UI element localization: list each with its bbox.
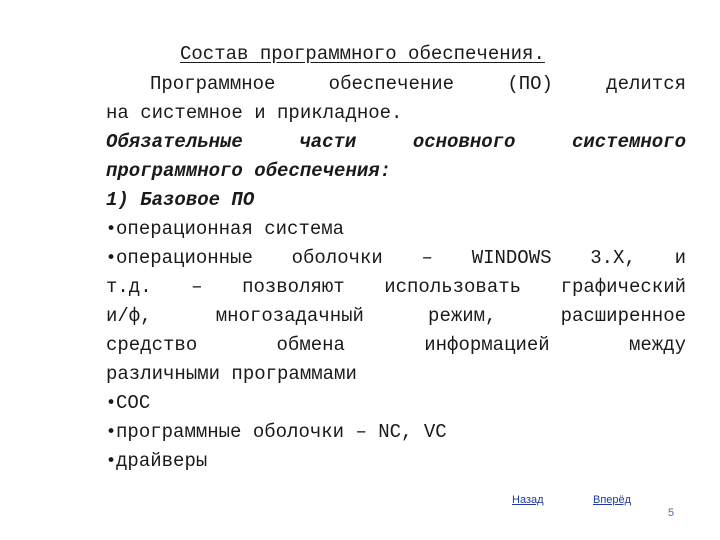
list-item-os: [106, 215, 686, 244]
list-item-os-text: операционная система: [116, 218, 345, 240]
slide-title: Состав программного обеспечения.: [180, 43, 545, 65]
list-item-shells-line-5: различными программами: [106, 363, 357, 385]
intro-line-2: на системное и прикладное.: [106, 102, 403, 124]
list-item-program-shells-text: программные оболочки – NC, VC: [116, 421, 447, 443]
bullet-icon: •: [106, 219, 117, 239]
list-item-shells-line-2: т.д. – позволяют использовать графический: [106, 276, 686, 298]
list-item-soc: [106, 389, 686, 418]
list-item-drivers: [106, 447, 686, 476]
subheading-line-1: Обязательные части основного системного: [106, 131, 686, 153]
bullet-icon: •: [106, 248, 117, 268]
list-item-shells-line-3: и/ф, многозадачный режим, расширенное: [106, 305, 686, 327]
bullet-icon: •: [106, 451, 117, 471]
page-number: 5: [668, 507, 675, 519]
intro-line-1: Программное обеспечение (ПО) делится: [150, 73, 686, 95]
list-item-shells-text: операционные оболочки – WINDOWS 3.X, и: [116, 247, 686, 269]
list-item-shells-line-4: средство обмена информацией между: [106, 334, 686, 356]
section-heading: 1) Базовое ПО: [106, 189, 255, 211]
bullet-icon: •: [106, 393, 117, 413]
back-link[interactable]: Назад: [512, 494, 544, 506]
subheading-line-2: программного обеспечения:: [106, 160, 392, 182]
forward-link[interactable]: Вперёд: [593, 494, 632, 506]
list-item-drivers-text: драйверы: [116, 450, 208, 472]
list-item-shells: [106, 244, 686, 273]
list-item-soc-text: СОС: [116, 392, 151, 414]
bullet-icon: •: [106, 422, 117, 442]
list-item-program-shells: [106, 418, 686, 447]
